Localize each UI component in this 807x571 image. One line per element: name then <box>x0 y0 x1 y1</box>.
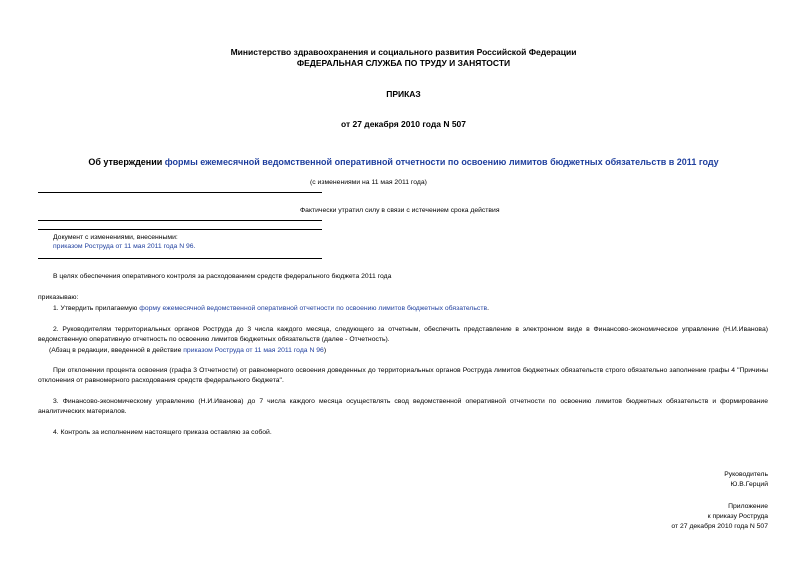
item-2-note-prefix: (Абзац в редакции, введенной в действие <box>49 347 184 354</box>
ministry-heading: Министерство здравоохранения и социального развития Российской Федерации <box>230 47 577 57</box>
item-1-prefix: 1. Утвердить прилагаемую <box>53 305 140 312</box>
divider <box>38 192 322 193</box>
item-1-suffix: . <box>487 305 489 312</box>
item-3: 3. Финансово-экономическому управлению (Н.И.Иванова) до 7 числа каждого месяца осуществлять свод ведомственной оперативной отчетности по освоению лимитов бюджетных обязательств и формирование аналитических материалов. <box>38 398 768 415</box>
service-heading: ФЕДЕРАЛЬНАЯ СЛУЖБА ПО ТРУДУ И ЗАНЯТОСТИ <box>296 58 511 68</box>
appendix-date: от 27 декабря 2010 года N 507 <box>671 523 768 530</box>
item-2-note-link[interactable]: приказом Роструда от 11 мая 2011 года N 96 <box>183 347 324 354</box>
document-title <box>0 157 807 167</box>
order-word: приказываю: <box>38 294 79 301</box>
divider <box>38 220 322 221</box>
item-2: 2. Руководителям территориальных органов Роструда до 3 числа каждого месяца, следующего за отчетным, обеспечить представление в электронном виде в Финансово-экономическое управление (Н.И.Иванова) ведомственную оперативную отчетность по освоению лимитов бюджетных обязательств (далее - Отчетность). <box>38 326 768 343</box>
title-prefix: Об утверждении <box>88 157 165 167</box>
signature-position: Руководитель <box>724 471 768 478</box>
status-note: Фактически утратил силу в связи с истечением срока действия <box>300 207 500 214</box>
document-date-number: от 27 декабря 2010 года N 507 <box>340 119 467 129</box>
signature-name: Ю.В.Герций <box>730 481 768 488</box>
deviation-paragraph: При отклонении процента освоения (графа 3 Отчетности) от равномерного освоения доведенных до территориальных органов Роструда лимитов бюджетных обязательств строго обязательно заполнение графы 4 "Причины отклонения от равномерного расходования средств федерального бюджета". <box>38 367 768 384</box>
item-2-note-suffix: ) <box>323 347 327 354</box>
appendix-reference: к приказу Роструда <box>707 513 768 520</box>
item-1 <box>53 304 489 314</box>
item-2-note <box>49 346 326 356</box>
item-4: 4. Контроль за исполнением настоящего приказа оставляю за собой. <box>53 429 272 436</box>
divider <box>38 258 322 259</box>
changes-label: Документ с изменениями, внесенными: <box>53 234 178 241</box>
item-1-link[interactable]: форму ежемесячной ведомственной оперативной отчетности по освоению лимитов бюджетных обязательств <box>139 305 488 312</box>
title-link[interactable]: формы ежемесячной ведомственной оперативной отчетности по освоению лимитов бюджетных обязательств в 2011 году <box>164 157 719 167</box>
divider <box>38 229 322 230</box>
intro-paragraph: В целях обеспечения оперативного контроля за расходованием средств федерального бюджета 2011 года <box>53 273 392 280</box>
amendments-note: (с изменениями на 11 мая 2011 года) <box>310 179 427 186</box>
changes-link[interactable]: приказом Роструда от 11 мая 2011 года N 96. <box>53 243 196 250</box>
document-type: ПРИКАЗ <box>386 89 421 99</box>
appendix-label: Приложение <box>728 503 768 510</box>
